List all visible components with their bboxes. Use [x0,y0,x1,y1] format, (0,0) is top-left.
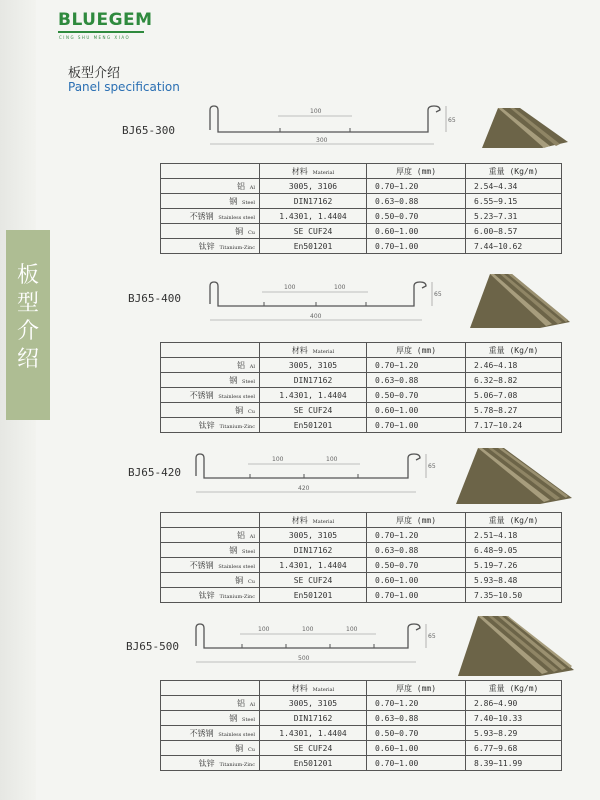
table-row [161,179,562,194]
table-cell: 0.60~1.00 [367,403,466,418]
table-cell: 2.46~4.18 [466,358,562,373]
table-cell: 7.35~10.50 [466,588,562,603]
panel-photo [480,106,570,150]
dim-rib: 100 [334,284,346,291]
table-cell-text: Titanium-Zinc [219,423,255,430]
panel-photo [468,272,572,330]
side-tab-char: 型 [16,291,39,316]
dim-rib: 100 [310,108,322,115]
table-cell-text: Titanium-Zinc [219,593,255,600]
table-cell-text: 厚度 [395,683,412,693]
table-cell-text: Titanium-Zinc [219,244,255,251]
dim-rib: 100 [302,626,314,633]
table-cell-text: (mm) [416,683,437,693]
table-cell [161,696,260,711]
table-cell-text: 铜 [235,743,244,753]
brand-logo: BLUEGEM [58,10,153,30]
table-cell: 0.50~0.70 [367,388,466,403]
table-cell-text: 不锈钢 [189,560,214,570]
brand-tagline: CING SHU MENG XIAO [59,35,131,40]
table-cell [161,681,260,696]
table-cell [161,588,260,603]
table-cell [161,373,260,388]
table-header-row [161,164,562,179]
profile-drawing [200,278,462,330]
table-cell-text: 材料 [291,683,308,693]
table-cell-text: (mm) [416,345,437,355]
table-cell-text: Material [312,518,335,525]
table-cell-text: Stainless steel [218,393,255,400]
table-cell-text: 铝 [236,530,245,540]
table-cell: 5.78~8.27 [466,403,562,418]
dim-rib: 100 [346,626,358,633]
table-cell-text: 钢 [229,196,238,206]
table-cell-text: 厚度 [395,166,412,176]
table-cell: 0.70~1.00 [367,756,466,771]
table-cell: En501201 [260,418,367,433]
table-cell-text: (mm) [416,515,437,525]
table-cell: DIN17162 [260,194,367,209]
table-cell-text: 铜 [235,575,244,585]
table-cell-text: (Kg/m) [509,345,539,355]
table-cell [161,573,260,588]
profile-drawing [200,102,462,154]
table-cell-text: 材料 [291,345,308,355]
table-cell: 6.32~8.82 [466,373,562,388]
table-row [161,403,562,418]
brand-logo-underline [58,31,144,33]
dim-height: 65 [428,633,436,640]
table-cell: 1.4301, 1.4404 [260,726,367,741]
table-cell: 6.00~8.57 [466,224,562,239]
table-cell: 7.17~10.24 [466,418,562,433]
table-cell-text: Cu [247,578,255,585]
table-cell [367,513,466,528]
table-cell: En501201 [260,588,367,603]
table-cell: 0.63~0.88 [367,194,466,209]
table-cell-text: Material [312,348,335,355]
table-cell: 8.39~11.99 [466,756,562,771]
table-cell-text: 钛锌 [198,420,215,430]
table-cell: 5.93~8.29 [466,726,562,741]
table-cell-text: Titanium-Zinc [219,761,255,768]
table-cell: SE CUF24 [260,403,367,418]
table-cell-text: Al [249,533,255,540]
table-cell [161,239,260,254]
table-cell-text: 厚度 [395,345,412,355]
table-cell-text: (Kg/m) [509,166,539,176]
table-cell: DIN17162 [260,543,367,558]
table-header-row [161,513,562,528]
table-cell [466,343,562,358]
table-row [161,194,562,209]
table-cell [161,358,260,373]
model-name: BJ65-300 [122,124,175,137]
table-cell: 0.70~1.00 [367,239,466,254]
table-cell-text: Al [249,363,255,370]
table-cell: 0.50~0.70 [367,726,466,741]
table-cell: 5.19~7.26 [466,558,562,573]
table-cell [260,343,367,358]
table-cell [260,164,367,179]
table-cell: 5.93~8.48 [466,573,562,588]
table-cell [161,543,260,558]
dim-width: 420 [298,485,310,492]
table-cell: 6.55~9.15 [466,194,562,209]
table-cell-text: (Kg/m) [509,515,539,525]
table-cell-text: 不锈钢 [189,390,214,400]
table-cell [161,711,260,726]
panel-photo [454,446,574,506]
table-row [161,558,562,573]
table-cell: 1.4301, 1.4404 [260,558,367,573]
table-cell [161,388,260,403]
table-row [161,373,562,388]
dim-width: 400 [310,313,322,320]
table-cell: 6.77~9.68 [466,741,562,756]
table-cell-text: 材料 [291,166,308,176]
dim-rib: 100 [258,626,270,633]
table-cell-text: Cu [247,229,255,236]
model-name: BJ65-400 [128,292,181,305]
table-row [161,711,562,726]
table-cell: 1.4301, 1.4404 [260,209,367,224]
table-cell: SE CUF24 [260,573,367,588]
table-cell: 0.70~1.20 [367,528,466,543]
table-cell [161,558,260,573]
table-cell [466,513,562,528]
table-cell: En501201 [260,239,367,254]
table-cell-text: Al [249,701,255,708]
table-cell-text: Cu [247,408,255,415]
table-cell-text: Steel [242,548,255,555]
table-cell: 2.86~4.90 [466,696,562,711]
table-header-row [161,343,562,358]
table-cell [161,756,260,771]
page-subtitle: Panel specification [68,80,180,94]
table-cell-text: Steel [242,716,255,723]
table-cell-text: 厚度 [395,515,412,525]
table-row [161,696,562,711]
table-row [161,543,562,558]
table-cell [161,343,260,358]
table-cell: 6.48~9.05 [466,543,562,558]
table-cell: 0.70~1.20 [367,696,466,711]
table-header-row [161,681,562,696]
table-cell: 0.60~1.00 [367,573,466,588]
table-cell-text: Al [249,184,255,191]
table-cell [161,418,260,433]
dim-height: 65 [434,291,442,298]
table-cell-text: 钛锌 [198,590,215,600]
table-cell-text: Material [312,169,335,176]
table-cell-text: 不锈钢 [189,211,214,221]
table-cell: 7.40~10.33 [466,711,562,726]
table-cell-text: 钢 [229,375,238,385]
profile-drawing [186,620,448,672]
table-cell [466,681,562,696]
dim-height: 65 [428,463,436,470]
table-cell-text: 铜 [235,226,244,236]
table-cell: 0.63~0.88 [367,543,466,558]
table-cell: 0.60~1.00 [367,741,466,756]
table-row [161,209,562,224]
dim-rib: 100 [326,456,338,463]
table-cell [161,403,260,418]
table-cell: SE CUF24 [260,224,367,239]
table-cell: 3005, 3106 [260,179,367,194]
table-cell-text: Steel [242,199,255,206]
table-cell: 1.4301, 1.4404 [260,388,367,403]
table-cell [260,681,367,696]
table-row [161,573,562,588]
spec-table [160,512,562,603]
table-cell [367,681,466,696]
table-cell: 7.44~10.62 [466,239,562,254]
table-cell: En501201 [260,756,367,771]
table-cell [260,513,367,528]
table-cell [367,343,466,358]
table-cell: 5.23~7.31 [466,209,562,224]
table-cell: 0.70~1.20 [367,358,466,373]
spec-table [160,342,562,433]
table-cell [161,164,260,179]
page-title: 板型介绍 [68,66,121,81]
side-tab-char: 绍 [16,347,39,372]
table-cell: 0.50~0.70 [367,558,466,573]
table-cell: 0.50~0.70 [367,209,466,224]
dim-rib: 100 [272,456,284,463]
table-cell-text: (mm) [416,166,437,176]
table-cell: 2.54~4.34 [466,179,562,194]
table-cell [161,528,260,543]
table-cell-text: 不锈钢 [189,728,214,738]
table-cell: 3005, 3105 [260,358,367,373]
table-cell-text: 铝 [236,181,245,191]
table-cell-text: Cu [247,746,255,753]
model-name: BJ65-500 [126,640,179,653]
profile-drawing [186,450,448,502]
table-cell [161,741,260,756]
table-cell-text: 钢 [229,545,238,555]
table-cell [161,513,260,528]
table-cell-text: 铜 [235,405,244,415]
table-cell [466,164,562,179]
table-cell-text: (Kg/m) [509,683,539,693]
dim-height: 65 [448,117,456,124]
table-cell: 2.51~4.18 [466,528,562,543]
table-cell [161,179,260,194]
table-row [161,388,562,403]
table-cell-text: 钛锌 [198,758,215,768]
table-cell-text: Material [312,686,335,693]
panel-photo [456,614,576,678]
table-cell: 0.63~0.88 [367,373,466,388]
table-cell: 0.63~0.88 [367,711,466,726]
table-cell-text: 铝 [236,698,245,708]
dim-width: 300 [316,137,328,144]
table-cell-text: 重量 [488,683,505,693]
table-cell: 0.70~1.00 [367,418,466,433]
table-row [161,726,562,741]
table-cell-text: 重量 [488,515,505,525]
spec-table [160,163,562,254]
dim-rib: 100 [284,284,296,291]
spec-table [160,680,562,771]
model-name: BJ65-420 [128,466,181,479]
table-cell [161,194,260,209]
side-tab-label [8,262,48,374]
table-row [161,756,562,771]
table-cell [161,726,260,741]
table-cell: 0.60~1.00 [367,224,466,239]
table-cell: 3005, 3105 [260,528,367,543]
table-cell [161,224,260,239]
table-cell-text: 钢 [229,713,238,723]
table-row [161,588,562,603]
table-row [161,224,562,239]
table-cell-text: 材料 [291,515,308,525]
table-cell: 5.06~7.08 [466,388,562,403]
table-cell-text: Stainless steel [218,563,255,570]
table-row [161,528,562,543]
table-cell: 0.70~1.20 [367,179,466,194]
table-cell-text: 重量 [488,345,505,355]
table-cell-text: 铝 [236,360,245,370]
table-cell: 3005, 3105 [260,696,367,711]
dim-width: 500 [298,655,310,662]
table-cell-text: Stainless steel [218,214,255,221]
table-cell-text: Stainless steel [218,731,255,738]
table-cell-text: Steel [242,378,255,385]
table-cell: DIN17162 [260,373,367,388]
side-tab-char: 板 [16,263,39,288]
side-tab-char: 介 [16,319,39,344]
table-row [161,741,562,756]
table-cell-text: 钛锌 [198,241,215,251]
table-cell [367,164,466,179]
table-cell: SE CUF24 [260,741,367,756]
table-row [161,358,562,373]
table-cell: DIN17162 [260,711,367,726]
table-cell [161,209,260,224]
table-cell-text: 重量 [488,166,505,176]
table-row [161,239,562,254]
table-row [161,418,562,433]
table-cell: 0.70~1.00 [367,588,466,603]
